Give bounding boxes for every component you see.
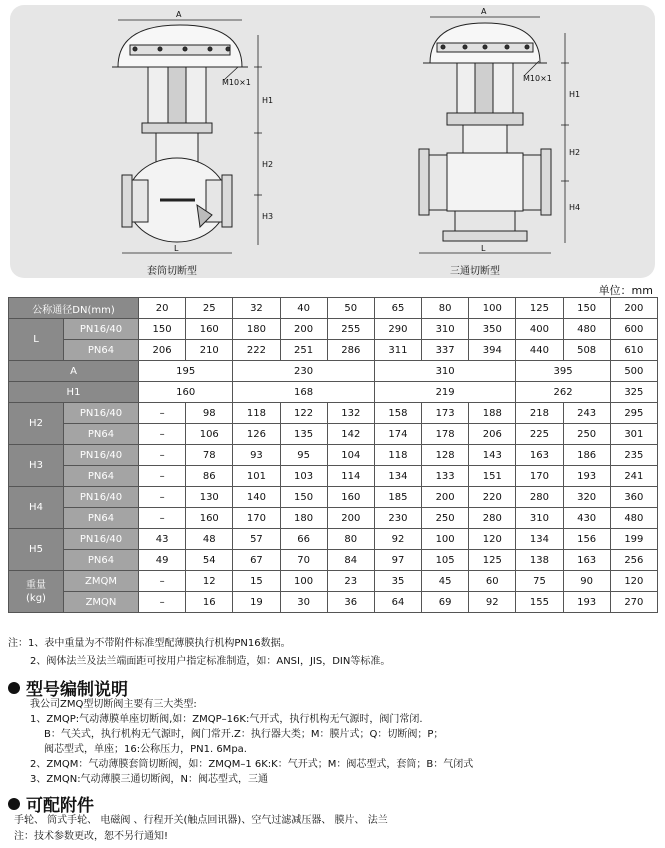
table-cell: 155 [516, 592, 563, 613]
left-dim-h2: H2 [262, 160, 274, 169]
table-cell: 178 [422, 424, 469, 445]
table-cell: 133 [422, 466, 469, 487]
table-cell: 125 [469, 550, 516, 571]
table-cell: 84 [327, 550, 374, 571]
table-cell: 206 [469, 424, 516, 445]
row-sub-label: PN16/40 [64, 403, 139, 424]
table-cell: 280 [469, 508, 516, 529]
table-cell: 98 [186, 403, 233, 424]
table-cell: – [139, 445, 186, 466]
table-cell: 230 [233, 361, 375, 382]
table-cell: 134 [374, 466, 421, 487]
row-group-label-h4: H4 [9, 487, 64, 529]
table-cell: 200 [327, 508, 374, 529]
table-cell: 75 [516, 571, 563, 592]
table-cell: 188 [469, 403, 516, 424]
row-sub-label: PN64 [64, 424, 139, 445]
model-item-2: 2、ZMQM：气动薄膜套筒切断阀，如：ZMQM–1 6K:K：气开式；M：阀芯型式，套筒；B：气闭式 [30, 759, 474, 770]
table-row-h2-pn16 [9, 403, 658, 424]
model-item-1b: B：气关式，执行机构无气源时，阀门常开.Z：执行器大类；M：膜片式；Q：切断阀；P； [44, 729, 444, 740]
table-cell: 64 [374, 592, 421, 613]
row-sub-label: PN16/40 [64, 529, 139, 550]
table-cell: 50 [327, 298, 374, 319]
table-row-a [9, 361, 658, 382]
unit-label: 单位：mm [598, 284, 653, 297]
table-cell: 92 [469, 592, 516, 613]
table-cell: 310 [516, 508, 563, 529]
table-cell: 480 [563, 319, 610, 340]
table-cell: 301 [610, 424, 657, 445]
table-cell: 128 [422, 445, 469, 466]
table-cell: 142 [327, 424, 374, 445]
table-cell: 251 [280, 340, 327, 361]
accessory-section-title: 可配附件 [26, 796, 94, 816]
table-cell: 134 [516, 529, 563, 550]
table-cell: 65 [374, 298, 421, 319]
table-cell: 101 [233, 466, 280, 487]
table-row-dn [9, 298, 658, 319]
accessory-section-heading [8, 791, 94, 816]
table-cell: 35 [374, 571, 421, 592]
row-group-label-l: L [9, 319, 64, 361]
left-dim-l: L [174, 244, 179, 253]
row-sub-label: PN64 [64, 508, 139, 529]
table-cell: 120 [469, 529, 516, 550]
table-cell: 106 [186, 424, 233, 445]
row-group-label-h3: H3 [9, 445, 64, 487]
table-cell: 311 [374, 340, 421, 361]
table-cell: 100 [469, 298, 516, 319]
table-cell: 230 [374, 508, 421, 529]
table-cell: 163 [563, 550, 610, 571]
table-cell: 206 [139, 340, 186, 361]
table-cell: 170 [516, 466, 563, 487]
table-cell: 60 [469, 571, 516, 592]
table-cell: 320 [563, 487, 610, 508]
table-cell: 120 [610, 571, 657, 592]
dimension-table [8, 297, 658, 613]
table-cell: 195 [139, 361, 233, 382]
table-cell: 23 [327, 571, 374, 592]
table-cell: 193 [563, 592, 610, 613]
table-cell: 218 [516, 403, 563, 424]
table-cell: 430 [563, 508, 610, 529]
table-row-h4-pn16 [9, 487, 658, 508]
table-cell: 210 [186, 340, 233, 361]
table-cell: 250 [563, 424, 610, 445]
table-cell: 220 [469, 487, 516, 508]
table-cell: 40 [280, 298, 327, 319]
table-cell: – [139, 592, 186, 613]
table-cell: 395 [516, 361, 610, 382]
table-cell: – [139, 571, 186, 592]
table-cell: 100 [280, 571, 327, 592]
table-cell: 15 [233, 571, 280, 592]
table-cell: 138 [516, 550, 563, 571]
table-cell: 160 [186, 508, 233, 529]
table-cell: 160 [186, 319, 233, 340]
table-cell: 310 [422, 319, 469, 340]
table-row-l-pn64 [9, 340, 658, 361]
table-cell: 243 [563, 403, 610, 424]
table-cell: – [139, 424, 186, 445]
left-dim-h3: H3 [262, 212, 274, 221]
table-row-weight-zmqn [9, 592, 658, 613]
table-row-h5-pn64 [9, 550, 658, 571]
table-cell: 150 [563, 298, 610, 319]
table-cell: 180 [280, 508, 327, 529]
table-cell: – [139, 466, 186, 487]
row-label-a: A [9, 361, 139, 382]
table-cell: 118 [233, 403, 280, 424]
table-cell: 185 [374, 487, 421, 508]
note-line-2: 2、阀体法兰及法兰端面距可按用户指定标准制造，如：ANSI，JIS，DIN等标准。 [30, 656, 391, 667]
row-sub-label: ZMQM [64, 571, 139, 592]
row-group-label-h5: H5 [9, 529, 64, 571]
table-cell: 168 [233, 382, 375, 403]
table-cell: 508 [563, 340, 610, 361]
table-cell: 86 [186, 466, 233, 487]
table-cell: 173 [422, 403, 469, 424]
table-cell: 48 [186, 529, 233, 550]
table-cell: 160 [327, 487, 374, 508]
table-cell: – [139, 487, 186, 508]
table-cell: 250 [422, 508, 469, 529]
table-cell: 130 [186, 487, 233, 508]
table-row-h1 [9, 382, 658, 403]
table-cell: 150 [139, 319, 186, 340]
table-row-h4-pn64 [9, 508, 658, 529]
table-cell: – [139, 403, 186, 424]
table-cell: 122 [280, 403, 327, 424]
table-row-l-pn16 [9, 319, 658, 340]
table-cell: 310 [374, 361, 516, 382]
table-cell: 140 [233, 487, 280, 508]
table-cell: 241 [610, 466, 657, 487]
table-cell: 32 [233, 298, 280, 319]
table-cell: 480 [610, 508, 657, 529]
header-label: 公称通径DN(mm) [9, 298, 139, 319]
table-cell: 57 [233, 529, 280, 550]
table-cell: 80 [327, 529, 374, 550]
table-cell: 67 [233, 550, 280, 571]
right-dim-h4: H4 [569, 203, 581, 212]
row-sub-label: PN64 [64, 466, 139, 487]
table-cell: 118 [374, 445, 421, 466]
table-cell: 156 [563, 529, 610, 550]
model-item-3: 3、ZMQN:气动薄膜三通切断阀，N：阀芯型式，三通 [30, 774, 269, 785]
table-cell: 49 [139, 550, 186, 571]
table-cell: 600 [610, 319, 657, 340]
table-cell: 500 [610, 361, 657, 382]
table-cell: 90 [563, 571, 610, 592]
table-cell: 158 [374, 403, 421, 424]
figure-panel [10, 5, 655, 278]
table-cell: 20 [139, 298, 186, 319]
model-section-heading [8, 675, 128, 700]
table-cell: 350 [469, 319, 516, 340]
table-cell: 92 [374, 529, 421, 550]
table-cell: 105 [422, 550, 469, 571]
table-cell: 135 [280, 424, 327, 445]
table-cell: 200 [422, 487, 469, 508]
right-figure-caption: 三通切断型 [450, 266, 500, 277]
left-dim-thread: M10×1 [222, 78, 251, 87]
table-cell: 200 [280, 319, 327, 340]
table-cell: – [139, 508, 186, 529]
table-cell: 103 [280, 466, 327, 487]
table-cell: 19 [233, 592, 280, 613]
table-cell: 45 [422, 571, 469, 592]
table-cell: 66 [280, 529, 327, 550]
table-cell: 143 [469, 445, 516, 466]
table-cell: 186 [563, 445, 610, 466]
table-cell: 151 [469, 466, 516, 487]
bullet-icon [8, 798, 20, 810]
table-row-h3-pn16 [9, 445, 658, 466]
table-cell: 100 [422, 529, 469, 550]
table-cell: 54 [186, 550, 233, 571]
row-group-label-h2: H2 [9, 403, 64, 445]
table-cell: 295 [610, 403, 657, 424]
left-dim-h1: H1 [262, 96, 274, 105]
table-row-h2-pn64 [9, 424, 658, 445]
model-item-1a: 1、ZMQP:气动薄膜单座切断阀,如：ZMQP–16K:气开式，执行机构无气源时，阀门常闭. [30, 714, 423, 725]
table-row-weight-zmqm [9, 571, 658, 592]
table-cell: 610 [610, 340, 657, 361]
left-figure-caption: 套筒切断型 [147, 266, 197, 277]
table-cell: 219 [374, 382, 516, 403]
table-cell: 25 [186, 298, 233, 319]
table-cell: 286 [327, 340, 374, 361]
model-section-title: 型号编制说明 [26, 680, 128, 700]
table-cell: 174 [374, 424, 421, 445]
table-row-h5-pn16 [9, 529, 658, 550]
row-sub-label: PN16/40 [64, 487, 139, 508]
table-cell: 78 [186, 445, 233, 466]
table-cell: 256 [610, 550, 657, 571]
table-cell: 222 [233, 340, 280, 361]
table-cell: 199 [610, 529, 657, 550]
model-item-1c: 阀芯型式，单座；16:公称压力，PN1. 6Mpa. [44, 744, 247, 755]
table-cell: 43 [139, 529, 186, 550]
table-cell: 150 [280, 487, 327, 508]
table-cell: 70 [280, 550, 327, 571]
right-dim-a: A [481, 7, 487, 16]
table-cell: 193 [563, 466, 610, 487]
table-cell: 80 [422, 298, 469, 319]
table-cell: 12 [186, 571, 233, 592]
row-sub-label: PN64 [64, 550, 139, 571]
table-cell: 325 [610, 382, 657, 403]
table-cell: 200 [610, 298, 657, 319]
right-dim-h1: H1 [569, 90, 581, 99]
table-cell: 170 [233, 508, 280, 529]
table-cell: 30 [280, 592, 327, 613]
bullet-icon [8, 682, 20, 694]
model-intro: 我公司ZMQ型切断阀主要有三大类型: [30, 699, 197, 710]
table-cell: 163 [516, 445, 563, 466]
table-cell: 270 [610, 592, 657, 613]
table-cell: 125 [516, 298, 563, 319]
table-cell: 126 [233, 424, 280, 445]
table-cell: 95 [280, 445, 327, 466]
right-dim-l: L [481, 244, 486, 253]
table-cell: 132 [327, 403, 374, 424]
row-label-h1: H1 [9, 382, 139, 403]
table-cell: 394 [469, 340, 516, 361]
row-sub-label: ZMQN [64, 592, 139, 613]
table-cell: 400 [516, 319, 563, 340]
table-cell: 440 [516, 340, 563, 361]
row-sub-label: PN16/40 [64, 445, 139, 466]
table-cell: 36 [327, 592, 374, 613]
table-cell: 69 [422, 592, 469, 613]
table-cell: 255 [327, 319, 374, 340]
table-cell: 235 [610, 445, 657, 466]
note-line-1: 注：1、表中重量为不带附件标准型配薄膜执行机构PN16数据。 [8, 638, 291, 649]
accessory-items: 手轮、 筒式手轮、 电磁阀 、行程开关(触点回讯器)、空气过滤减压器、 膜片、 法兰 [14, 815, 388, 826]
table-cell: 114 [327, 466, 374, 487]
table-cell: 280 [516, 487, 563, 508]
right-dim-thread: M10×1 [523, 74, 552, 83]
table-cell: 360 [610, 487, 657, 508]
accessory-footnote: 注：技术参数更改，恕不另行通知! [14, 831, 169, 842]
sleeve-shutoff-valve-drawing [10, 5, 340, 278]
row-sub-label: PN64 [64, 340, 139, 361]
row-group-label-weight: 重量 (kg) [9, 571, 64, 613]
right-dim-h2: H2 [569, 148, 581, 157]
table-cell: 225 [516, 424, 563, 445]
table-cell: 337 [422, 340, 469, 361]
table-cell: 93 [233, 445, 280, 466]
table-cell: 104 [327, 445, 374, 466]
table-cell: 290 [374, 319, 421, 340]
table-row-h3-pn64 [9, 466, 658, 487]
table-cell: 180 [233, 319, 280, 340]
table-cell: 160 [139, 382, 233, 403]
row-sub-label: PN16/40 [64, 319, 139, 340]
three-way-shutoff-valve-drawing [335, 5, 655, 278]
table-cell: 262 [516, 382, 610, 403]
left-dim-a: A [176, 10, 182, 19]
table-cell: 97 [374, 550, 421, 571]
table-cell: 16 [186, 592, 233, 613]
